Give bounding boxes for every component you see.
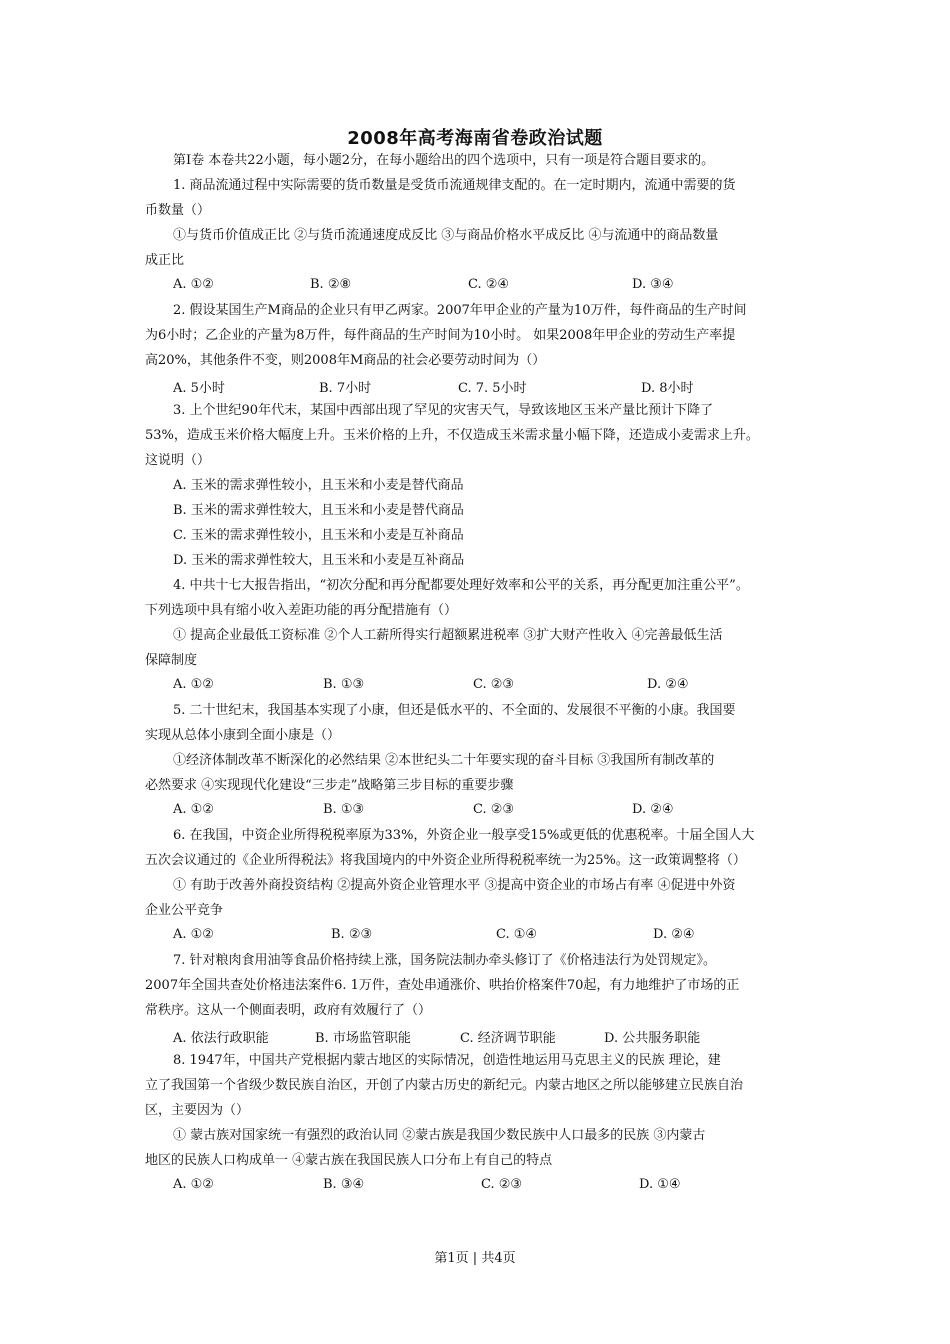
- q8-option-a: A. ①②: [173, 1177, 214, 1192]
- q8-text-line-1: 8. 1947年，中国共产党根据内蒙古地区的实际情况，创造性地运用马克思主义的民族 理论，建: [173, 1053, 721, 1068]
- q8-text-line-2: 立了我国第一个省级少数民族自治区，开创了内蒙古历史的新纪元。内蒙古地区之所以能够建立民族自治: [145, 1078, 744, 1093]
- q2-option-d: D. 8小时: [641, 381, 694, 396]
- page-footer: 第1页 | 共4页: [434, 1251, 516, 1266]
- q2-text-line-3: 高20%，其他条件不变，则2008年M商品的社会必要劳动时间为（）: [145, 353, 546, 368]
- q4-statements-line-1: ① 提高企业最低工资标准 ②个人工薪所得实行超额累进税率 ③扩大财产性收入 ④完善最低生活: [173, 628, 723, 643]
- q1-options: [173, 277, 807, 295]
- q2-options: [173, 377, 807, 395]
- q4-option-d: D. ②④: [647, 677, 689, 692]
- q7-text-line-3: 常秩序。这从一个侧面表明，政府有效履行了（）: [145, 1003, 432, 1018]
- q4-options: [173, 677, 807, 695]
- q5-option-a: A. ①②: [173, 802, 214, 817]
- q7-option-d: D. 公共服务职能: [604, 1031, 701, 1046]
- q5-statements-line-2: 必然要求 ④实现现代化建设“三步走”战略第三步目标的重要步骤: [145, 778, 514, 793]
- q1-statements-line-1: ①与货币价值成正比 ②与货币流通速度成反比 ③与商品价格水平成反比 ④与流通中的商品数量: [173, 228, 719, 243]
- q6-statements-line-1: ① 有助于改善外商投资结构 ②提高外资企业管理水平 ③提高中资企业的市场占有率 ④促进中外资: [173, 878, 736, 893]
- q4-text-line-1: 4. 中共十七大报告指出，“初次分配和再分配都要处理好效率和公平的关系，再分配更加注重公平”。: [173, 578, 749, 593]
- q8-option-c: C. ②③: [481, 1177, 523, 1192]
- q4-option-a: A. ①②: [173, 677, 214, 692]
- q4-statements-line-2: 保障制度: [145, 653, 198, 668]
- q5-option-b: B. ①③: [323, 802, 365, 817]
- q7-option-c: C. 经济调节职能: [460, 1031, 556, 1046]
- q8-option-d: D. ①④: [639, 1177, 681, 1192]
- q5-statements-line-1: ①经济体制改革不断深化的必然结果 ②本世纪头二十年要实现的奋斗目标 ③我国所有制改革的: [173, 753, 715, 768]
- q3-option-d: D. 玉米的需求弹性较大，且玉米和小麦是互补商品: [173, 553, 465, 568]
- q5-text-line-2: 实现从总体小康到全面小康是（）: [145, 728, 341, 743]
- q1-statements-line-2: 成正比: [145, 253, 185, 268]
- q5-options: [173, 802, 807, 820]
- q6-options: [173, 927, 807, 945]
- q3-text-line-1: 3. 上个世纪90年代末，某国中西部出现了罕见的灾害天气，导致该地区玉米产量比预计下降了: [173, 403, 714, 418]
- q6-option-b: B. ②③: [331, 927, 373, 942]
- q3-option-c: C. 玉米的需求弹性较小，且玉米和小麦是互补商品: [173, 528, 464, 543]
- q8-options: [173, 1177, 807, 1195]
- q1-option-b: B. ②⑧: [310, 277, 352, 292]
- q1-option-c: C. ②④: [468, 277, 510, 292]
- q6-text-line-2: 五次会议通过的《企业所得税法》将我国境内的中外资企业所得税税率统一为25%。这一政策调整将（）: [145, 853, 746, 868]
- q2-text-line-1: 2. 假设某国生产M商品的企业只有甲乙两家。2007年甲企业的产量为10万件，每件商品的生产时间: [173, 303, 747, 318]
- q2-option-b: B. 7小时: [319, 381, 372, 396]
- q2-option-c: C. 7. 5小时: [458, 381, 527, 396]
- q7-option-b: B. 市场监管职能: [315, 1031, 411, 1046]
- q4-text-line-2: 下列选项中具有缩小收入差距功能的再分配措施有（）: [145, 603, 458, 618]
- q5-text-line-1: 5. 二十世纪末，我国基本实现了小康，但还是低水平的、不全面的、发展很不平衡的小康。我国要: [173, 703, 736, 718]
- q8-text-line-3: 区，主要因为（）: [145, 1103, 250, 1118]
- q7-text-line-2: 2007年全国共查处价格违法案件6. 1万件，查处串通涨价、哄抬价格案件70起，有力地维护了市场的正: [145, 978, 740, 993]
- q1-option-d: D. ③④: [632, 277, 674, 292]
- q7-options: [173, 1027, 807, 1045]
- q3-option-b: B. 玉米的需求弹性较大，且玉米和小麦是替代商品: [173, 503, 464, 518]
- q4-option-b: B. ①③: [323, 677, 365, 692]
- q3-text-line-2: 53%，造成玉米价格大幅度上升。玉米价格的上升，不仅造成玉米需求量小幅下降，还造成小麦需求上升。: [145, 428, 759, 443]
- q6-option-a: A. ①②: [173, 927, 214, 942]
- q8-option-b: B. ③④: [323, 1177, 365, 1192]
- q2-text-line-2: 为6小时；乙企业的产量为8万件，每件商品的生产时间为10小时。 如果2008年甲企业的劳动生产率提: [145, 328, 736, 343]
- q8-statements-line-1: ① 蒙古族对国家统一有强烈的政治认同 ②蒙古族是我国少数民族中人口最多的民族 ③内蒙古: [173, 1128, 706, 1143]
- q7-text-line-1: 7. 针对粮肉食用油等食品价格持续上涨，国务院法制办牵头修订了《价格违法行为处罚规定》。: [173, 953, 717, 968]
- q1-option-a: A. ①②: [173, 277, 214, 292]
- q4-option-c: C. ②③: [473, 677, 515, 692]
- q1-text-line-2: 币数量（）: [145, 203, 211, 218]
- q6-statements-line-2: 企业公平竞争: [145, 903, 224, 918]
- q6-text-line-1: 6. 在我国，中资企业所得税税率原为33%，外资企业一般享受15%或更低的优惠税率。十届全国人大: [173, 828, 755, 843]
- page-title: 2008年高考海南省卷政治试题: [347, 128, 603, 149]
- q7-option-a: A. 依法行政职能: [173, 1031, 269, 1046]
- q6-option-d: D. ②④: [653, 927, 695, 942]
- q6-option-c: C. ①④: [496, 927, 538, 942]
- q5-option-d: D. ②④: [632, 802, 674, 817]
- q8-statements-line-2: 地区的民族人口构成单一 ④蒙古族在我国民族人口分布上有自己的特点: [145, 1153, 553, 1168]
- q2-option-a: A. 5小时: [173, 381, 225, 396]
- q3-text-line-3: 这说明（）: [145, 453, 211, 468]
- q5-option-c: C. ②③: [473, 802, 515, 817]
- q1-text-line-1: 1. 商品流通过程中实际需要的货币数量是受货币流通规律支配的。在一定时期内，流通中需要的货: [173, 178, 736, 193]
- section-intro: 第Ⅰ卷 本卷共22小题，每小题2分，在每小题给出的四个选项中，只有一项是符合题目要求的。: [173, 153, 715, 168]
- q3-option-a: A. 玉米的需求弹性较小，且玉米和小麦是替代商品: [173, 478, 464, 493]
